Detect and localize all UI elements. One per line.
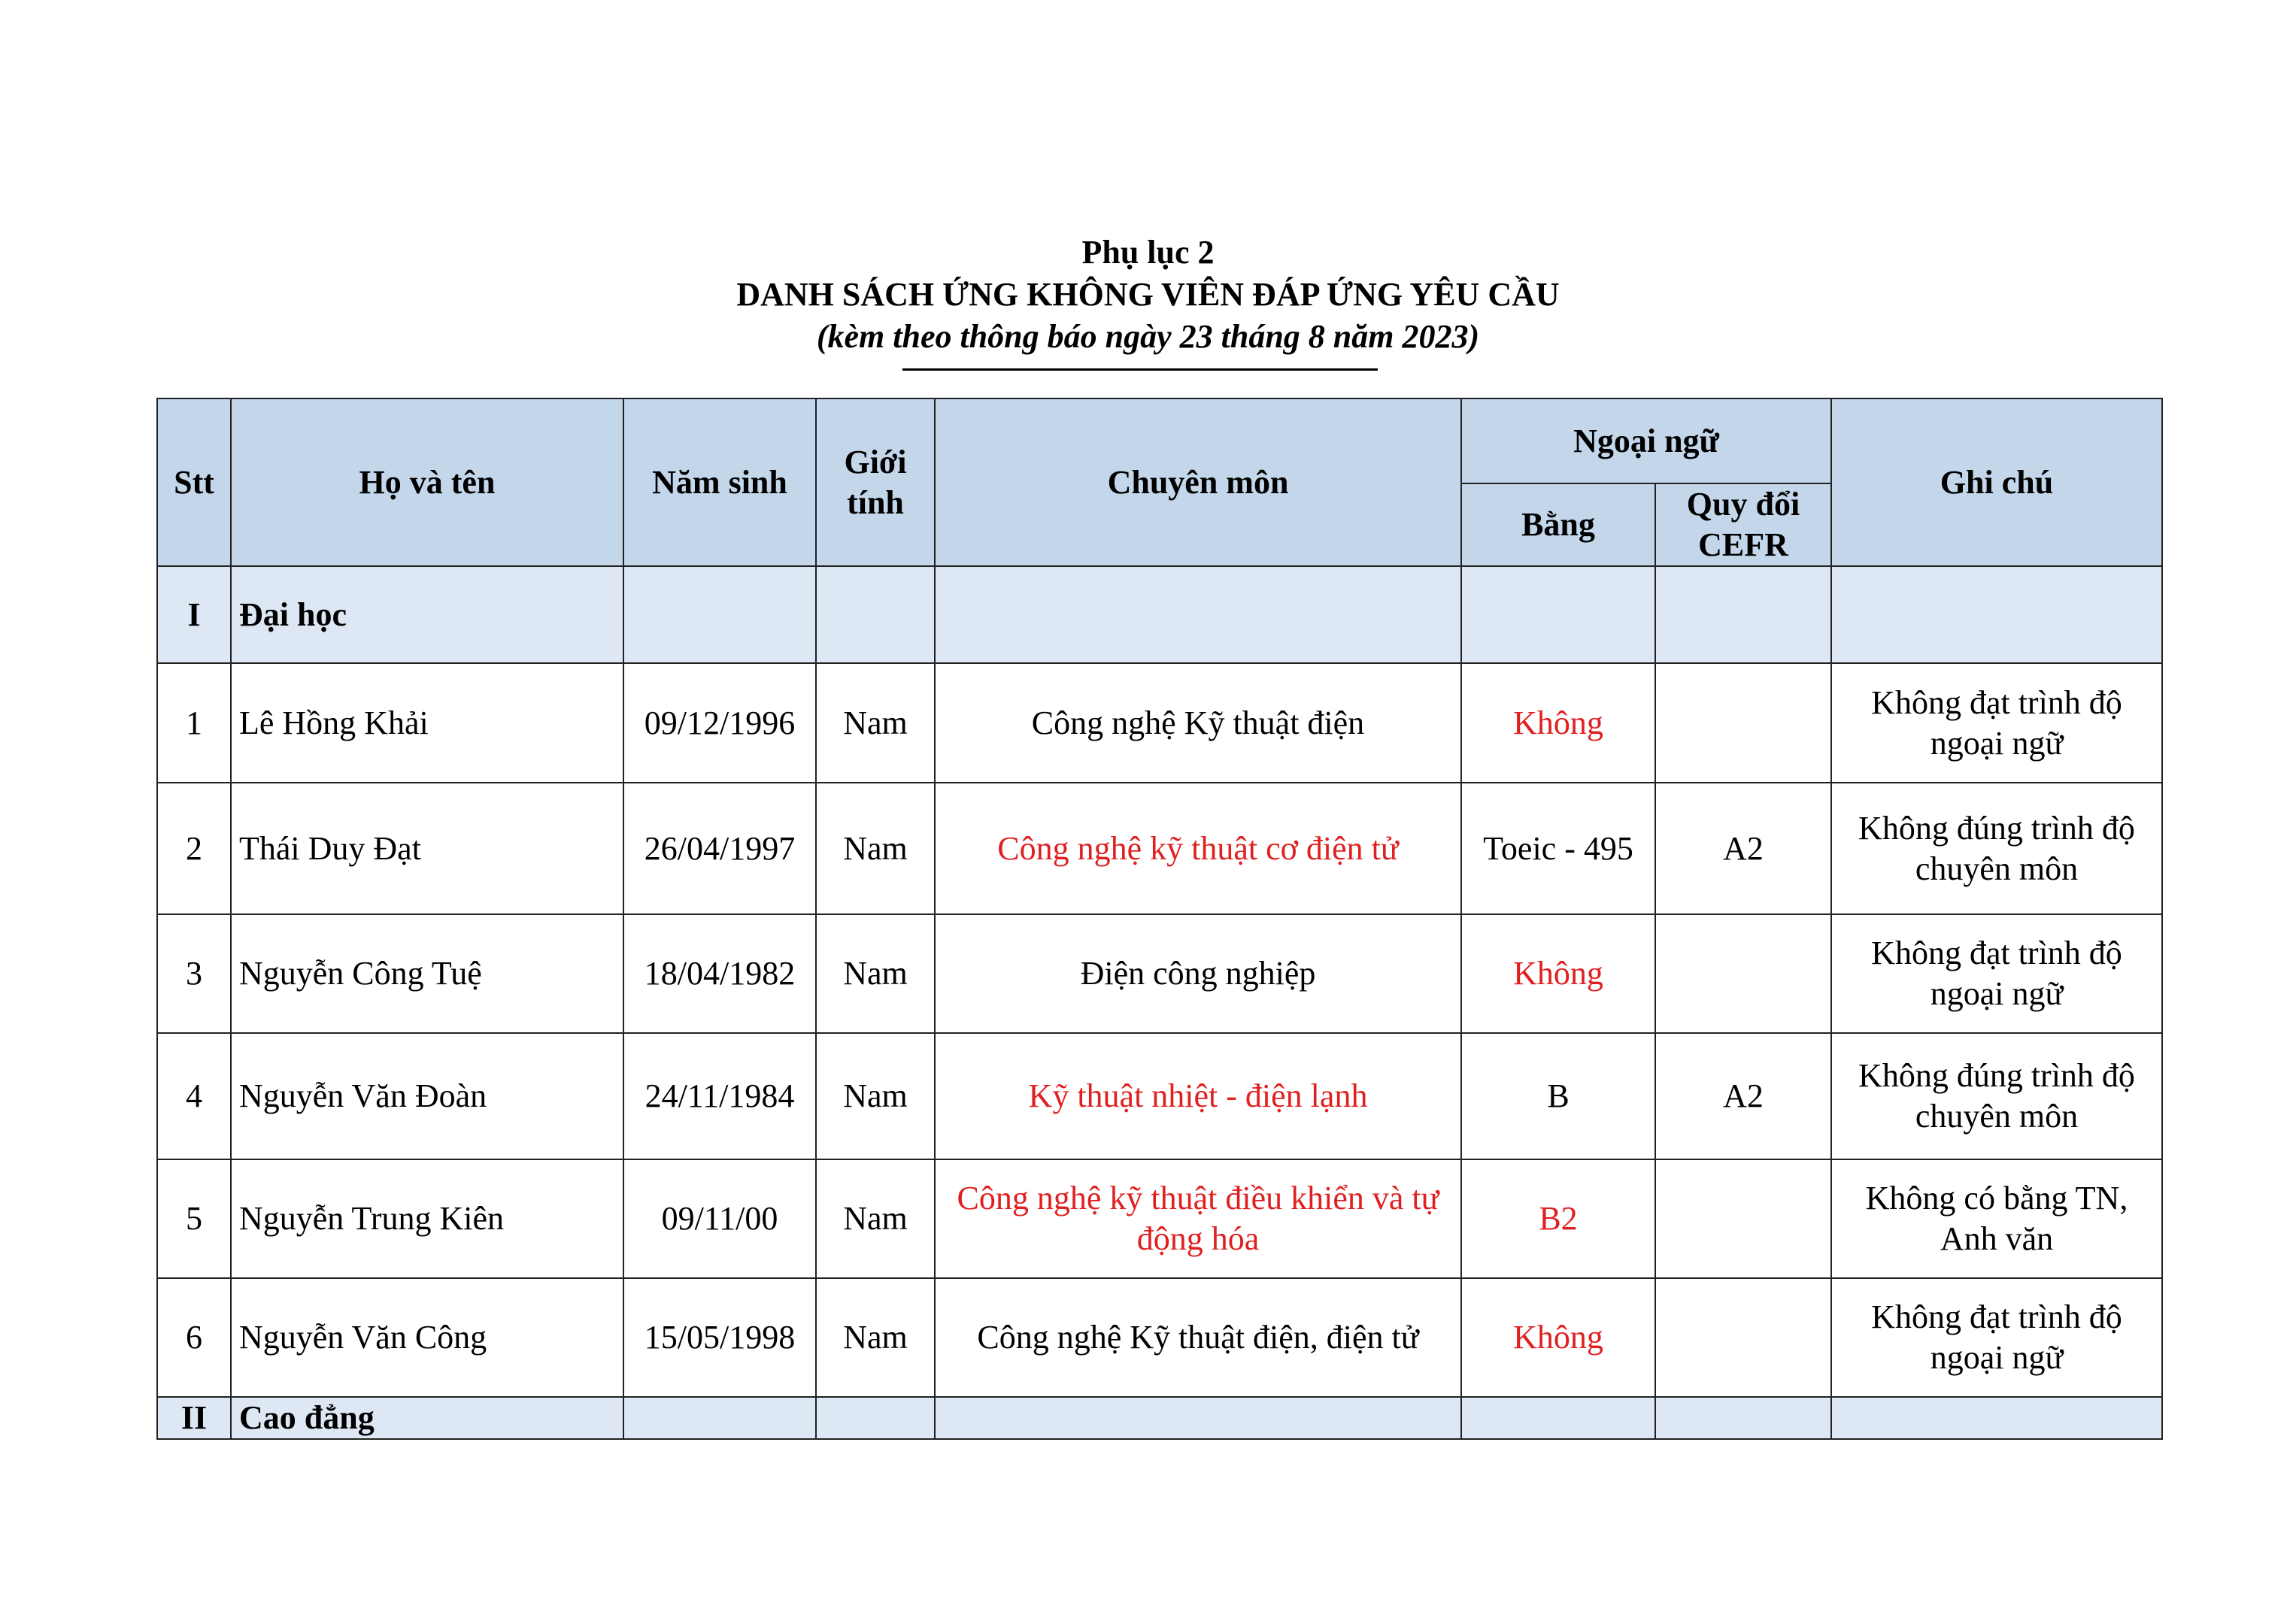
cell-stt: 6 bbox=[157, 1278, 231, 1397]
table-header-row bbox=[157, 398, 2162, 483]
cell-note: Không đạt trình độ ngoại ngữ bbox=[1831, 914, 2162, 1033]
cell-birth: 24/11/1984 bbox=[623, 1033, 816, 1159]
cell-birth: 15/05/1998 bbox=[623, 1278, 816, 1397]
cell-stt: 3 bbox=[157, 914, 231, 1033]
cell-gender: Nam bbox=[816, 1159, 935, 1278]
cell-name: Thái Duy Đạt bbox=[231, 783, 623, 914]
cell-gender: Nam bbox=[816, 663, 935, 783]
cell-degree: B bbox=[1461, 1033, 1655, 1159]
cell-gender: Nam bbox=[816, 783, 935, 914]
document-title: DANH SÁCH ỨNG KHÔNG VIÊN ĐÁP ỨNG YÊU CẦU bbox=[736, 276, 1560, 313]
cell-stt: 1 bbox=[157, 663, 231, 783]
cell-note: Không đạt trình độ ngoại ngữ bbox=[1831, 1278, 2162, 1397]
section-number: II bbox=[157, 1397, 231, 1439]
cell-name: Nguyễn Trung Kiên bbox=[231, 1159, 623, 1278]
cell-name: Nguyễn Văn Công bbox=[231, 1278, 623, 1397]
table-row bbox=[157, 1033, 2162, 1159]
cell-note: Không đạt trình độ ngoại ngữ bbox=[1831, 663, 2162, 783]
cell-note: Không có bằng TN, Anh văn bbox=[1831, 1159, 2162, 1278]
section-number: I bbox=[157, 566, 231, 663]
cell-cefr: A2 bbox=[1655, 1033, 1831, 1159]
cell-stt: 5 bbox=[157, 1159, 231, 1278]
cell-stt: 2 bbox=[157, 783, 231, 914]
table-row bbox=[157, 663, 2162, 783]
header-foreign-language: Ngoại ngữ bbox=[1461, 398, 1831, 483]
cell-cefr bbox=[1655, 1159, 1831, 1278]
cell-gender: Nam bbox=[816, 1033, 935, 1159]
section-row bbox=[157, 1397, 2162, 1439]
cell-name: Nguyễn Công Tuệ bbox=[231, 914, 623, 1033]
header-name: Họ và tên bbox=[231, 398, 623, 566]
document-subtitle: (kèm theo thông báo ngày 23 tháng 8 năm 2023) bbox=[816, 318, 1480, 355]
cell-degree: B2 bbox=[1461, 1159, 1655, 1278]
header-major: Chuyên môn bbox=[935, 398, 1461, 566]
cell-birth: 09/12/1996 bbox=[623, 663, 816, 783]
cell-degree: Toeic - 495 bbox=[1461, 783, 1655, 914]
cell-major: Công nghệ kỹ thuật cơ điện tử bbox=[935, 783, 1461, 914]
table-row bbox=[157, 914, 2162, 1033]
cell-gender: Nam bbox=[816, 1278, 935, 1397]
cell-name: Nguyễn Văn Đoàn bbox=[231, 1033, 623, 1159]
header-degree: Bằng bbox=[1461, 483, 1655, 566]
section-label: Cao đẳng bbox=[231, 1397, 623, 1439]
table-row bbox=[157, 1159, 2162, 1278]
cell-birth: 18/04/1982 bbox=[623, 914, 816, 1033]
cell-cefr: A2 bbox=[1655, 783, 1831, 914]
table-row bbox=[157, 783, 2162, 914]
cell-birth: 26/04/1997 bbox=[623, 783, 816, 914]
cell-degree: Không bbox=[1461, 1278, 1655, 1397]
cell-major: Kỹ thuật nhiệt - điện lạnh bbox=[935, 1033, 1461, 1159]
cell-note: Không đúng trình độ chuyên môn bbox=[1831, 1033, 2162, 1159]
cell-major: Công nghệ Kỹ thuật điện, điện tử bbox=[935, 1278, 1461, 1397]
header-note: Ghi chú bbox=[1831, 398, 2162, 566]
table-row bbox=[157, 1278, 2162, 1397]
header-gender: Giới tính bbox=[816, 398, 935, 566]
title-underline bbox=[902, 368, 1378, 371]
appendix-label: Phụ lục 2 bbox=[1081, 234, 1215, 271]
cell-birth: 09/11/00 bbox=[623, 1159, 816, 1278]
section-label: Đại học bbox=[231, 566, 623, 663]
cell-degree: Không bbox=[1461, 914, 1655, 1033]
cell-cefr bbox=[1655, 1278, 1831, 1397]
cell-note: Không đúng trình độ chuyên môn bbox=[1831, 783, 2162, 914]
cell-gender: Nam bbox=[816, 914, 935, 1033]
cell-major: Công nghệ Kỹ thuật điện bbox=[935, 663, 1461, 783]
candidates-table bbox=[156, 398, 2163, 1440]
cell-major: Điện công nghiệp bbox=[935, 914, 1461, 1033]
header-birth: Năm sinh bbox=[623, 398, 816, 566]
cell-name: Lê Hồng Khải bbox=[231, 663, 623, 783]
cell-stt: 4 bbox=[157, 1033, 231, 1159]
header-cefr: Quy đổi CEFR bbox=[1655, 483, 1831, 566]
cell-cefr bbox=[1655, 914, 1831, 1033]
header-stt: Stt bbox=[157, 398, 231, 566]
cell-degree: Không bbox=[1461, 663, 1655, 783]
cell-cefr bbox=[1655, 663, 1831, 783]
cell-major: Công nghệ kỹ thuật điều khiển và tự động hóa bbox=[935, 1159, 1461, 1278]
section-row bbox=[157, 566, 2162, 663]
